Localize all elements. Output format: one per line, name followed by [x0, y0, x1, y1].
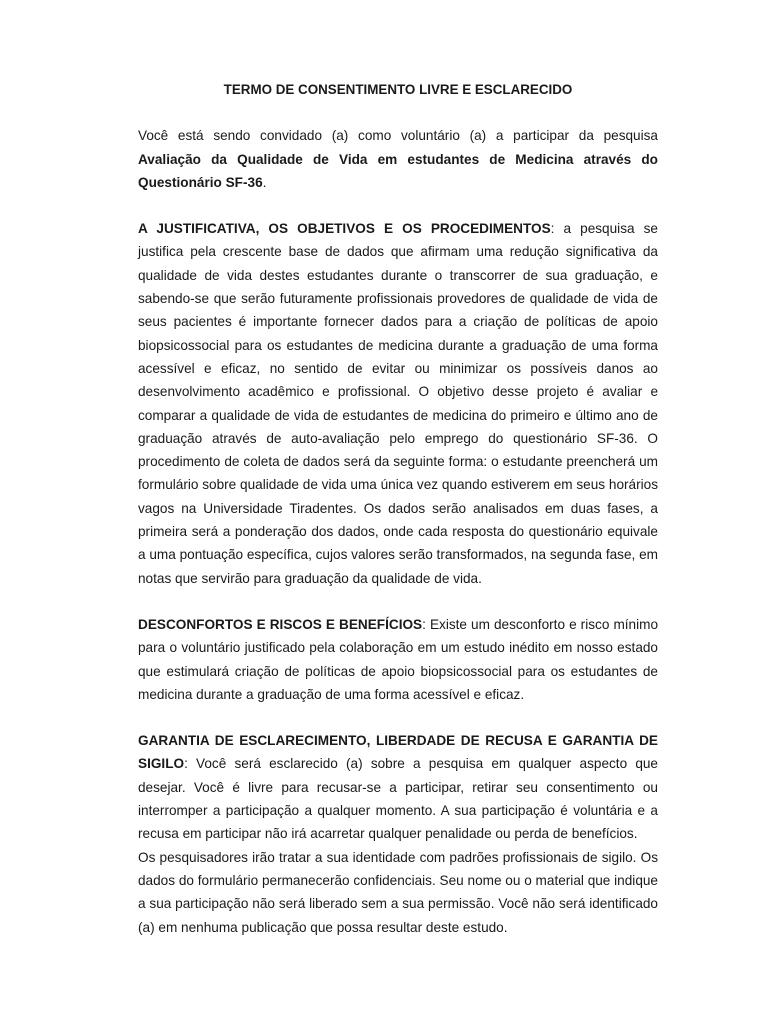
- intro-text: Você está sendo convidado (a) como voluntário (a) a participar da pesquisa: [138, 128, 658, 144]
- guarantee-text: : Você será esclarecido (a) sobre a pesquisa em qualquer aspecto que desejar. Você é livre para recusar-se a participar, retirar seu consentimento ou interromper a participação a qualquer momento. A sua participação é voluntária e a recusa em participar não irá acarretar qualquer penalidade ou perda de benefícios.: [138, 756, 658, 842]
- guarantee-paragraph: [138, 729, 658, 845]
- risks-paragraph: [138, 613, 658, 706]
- document-title: TERMO DE CONSENTIMENTO LIVRE E ESCLARECIDO: [223, 82, 573, 97]
- intro-end: .: [262, 174, 267, 190]
- justification-paragraph: [138, 217, 658, 590]
- study-title: Avaliação da Qualidade de Vida em estudantes de Medicina através do Questionário SF-36: [138, 151, 658, 190]
- confidentiality-paragraph: Os pesquisadores irão tratar a sua identidade com padrões profissionais de sigilo. Os dados do formulário permanecerão confidenciais. Seu nome ou o material que indique a sua participação não será liberado sem a sua permissão. Você não será identificado (a) em nenhuma publicação que possa resultar deste estudo.: [138, 849, 658, 935]
- document-page: [138, 78, 658, 939]
- risks-heading: DESCONFORTOS E RISCOS E BENEFÍCIOS: [138, 616, 423, 632]
- guarantee-heading: GARANTIA DE ESCLARECIMENTO, LIBERDADE DE RECUSA E GARANTIA DE SIGILO: [138, 733, 658, 772]
- risks-text: : Existe um desconforto e risco mínimo para o voluntário justificado pela colaboração em um estudo inédito em nosso estado que estimulará criação de políticas de apoio biopsicossocial para os estudantes de medicina durante a graduação de uma forma acessível e eficaz.: [138, 616, 659, 702]
- justification-text: : a pesquisa se justifica pela crescente base de dados que afirmam uma redução significativa da qualidade de vida destes estudantes durante o transcorrer de sua graduação, e sabendo-se que serão futuramente profissionais provedores de qualidade de vida de seus pacientes é importante fornecer dados para a criação de políticas de apoio biopsicossocial para os estudantes de medicina durante a graduação de uma forma acessível e eficaz, no sentido de evitar ou minimizar os possíveis danos ao desenvolvimento acadêmico e profissional. O objetivo desse projeto é avaliar e comparar a qualidade de vida de estudantes de medicina do primeiro e último ano de graduação através de auto-avaliação pelo emprego do questionário SF-36. O procedimento de coleta de dados será da seguinte forma: o estudante preencherá um formulário sobre qualidade de vida uma única vez quando estiverem em seus horários vagos na Universidade Tiradentes. Os dados serão analisados em duas fases, a primeira será a ponderação dos dados, onde cada resposta do questionário equivale a uma pontuação específica, cujos valores serão transformados, na segunda fase, em notas que servirão para graduação da qualidade de vida.: [138, 221, 658, 586]
- justification-heading: A JUSTIFICATIVA, OS OBJETIVOS E OS PROCEDIMENTOS: [138, 221, 551, 237]
- intro-paragraph: [138, 124, 658, 194]
